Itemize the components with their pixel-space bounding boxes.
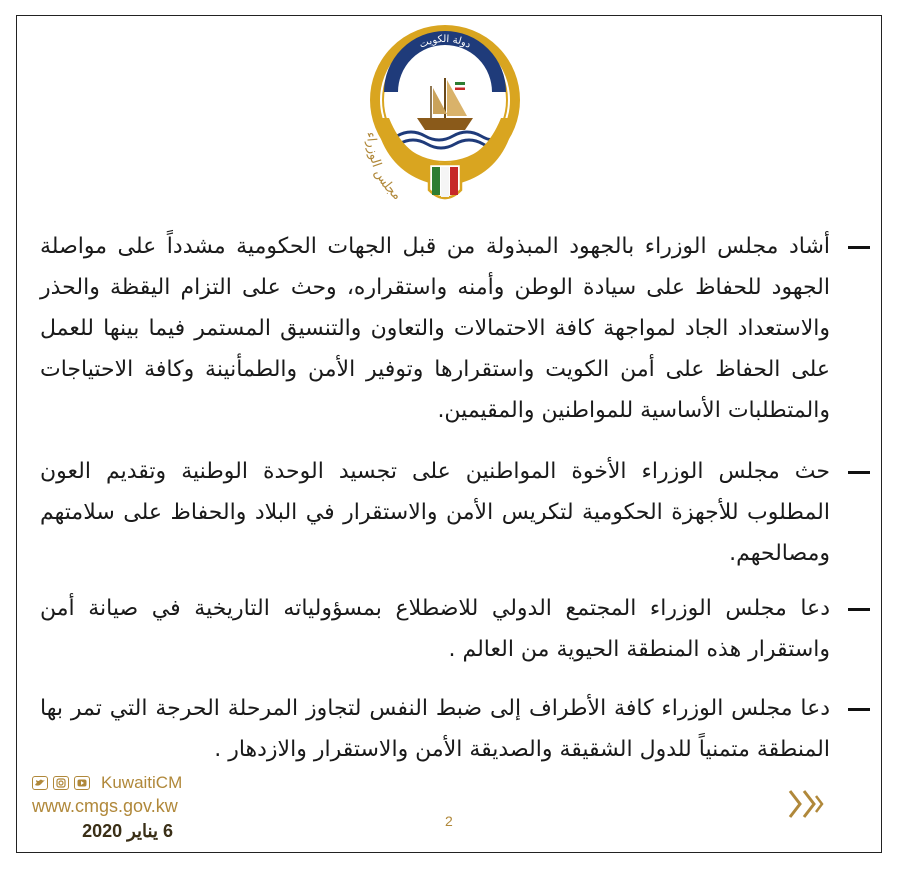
paragraph-text: أشاد مجلس الوزراء بالجهود المبذولة من قبل الجهات الحكومية مشدداً على مواصلة الجهود للحفاظ على سيادة الوطن وأمنه واستقراره، وحث على التزام اليقظة والحذر والاستعداد الجاد لمواجهة كافة الاحتمالات والتعاون والتنسيق المستمر فيما بينها للعمل على الحفاظ على أمن الكويت واستقرارها وتوفير الأمن والطمأنينة وكافة الاحتياجات والمتطلبات الأساسية للمواطنين والمقيمين. (40, 234, 830, 423)
social-row (32, 773, 232, 793)
statement-paragraph (40, 451, 830, 574)
twitter-icon[interactable] (32, 776, 48, 790)
statement-paragraph (40, 688, 830, 770)
website-link[interactable]: www.cmgs.gov.kw (32, 796, 178, 816)
council-of-ministers-emblem (355, 22, 535, 218)
bullet-dash (848, 608, 870, 611)
paragraph-text: دعا مجلس الوزراء المجتمع الدولي للاضطلاع بمسؤولياته التاريخية في صيانة أمن واستقرار هذه المنطقة الحيوية من العالم . (40, 596, 830, 662)
paragraph-text: دعا مجلس الوزراء كافة الأطراف إلى ضبط النفس لتجاوز المرحلة الحرجة التي تمر بها المنطقة متمنياً للدول الشقيقة والصديقة الأمن والاستقرار والازدهار . (40, 696, 830, 762)
statement-paragraph (40, 588, 830, 670)
bullet-dash (848, 708, 870, 711)
bullet-dash (848, 246, 870, 249)
flag-shield-icon (429, 164, 461, 198)
statement-body (40, 226, 830, 770)
instagram-icon[interactable] (53, 776, 69, 790)
social-handle[interactable]: KuwaitiCM (101, 773, 183, 792)
youtube-icon[interactable] (74, 776, 90, 790)
page-number: 2 (445, 813, 453, 829)
emblem-top-text: دولة الكويت (417, 33, 473, 51)
emblem-side-text: مجلس الوزراء (362, 131, 404, 204)
double-chevron-icon (786, 787, 828, 821)
statement-paragraph (40, 226, 830, 431)
footer-contact (32, 773, 232, 842)
bullet-dash (848, 471, 870, 474)
date-label: 6 يناير 2020 (82, 821, 173, 841)
paragraph-text: حث مجلس الوزراء الأخوة المواطنين على تجسيد الوحدة الوطنية وتقديم العون المطلوب للأجهزة الحكومية لتكريس الأمن والاستقرار في البلاد والحفاظ على سلامتهم ومصالحهم. (40, 459, 830, 566)
